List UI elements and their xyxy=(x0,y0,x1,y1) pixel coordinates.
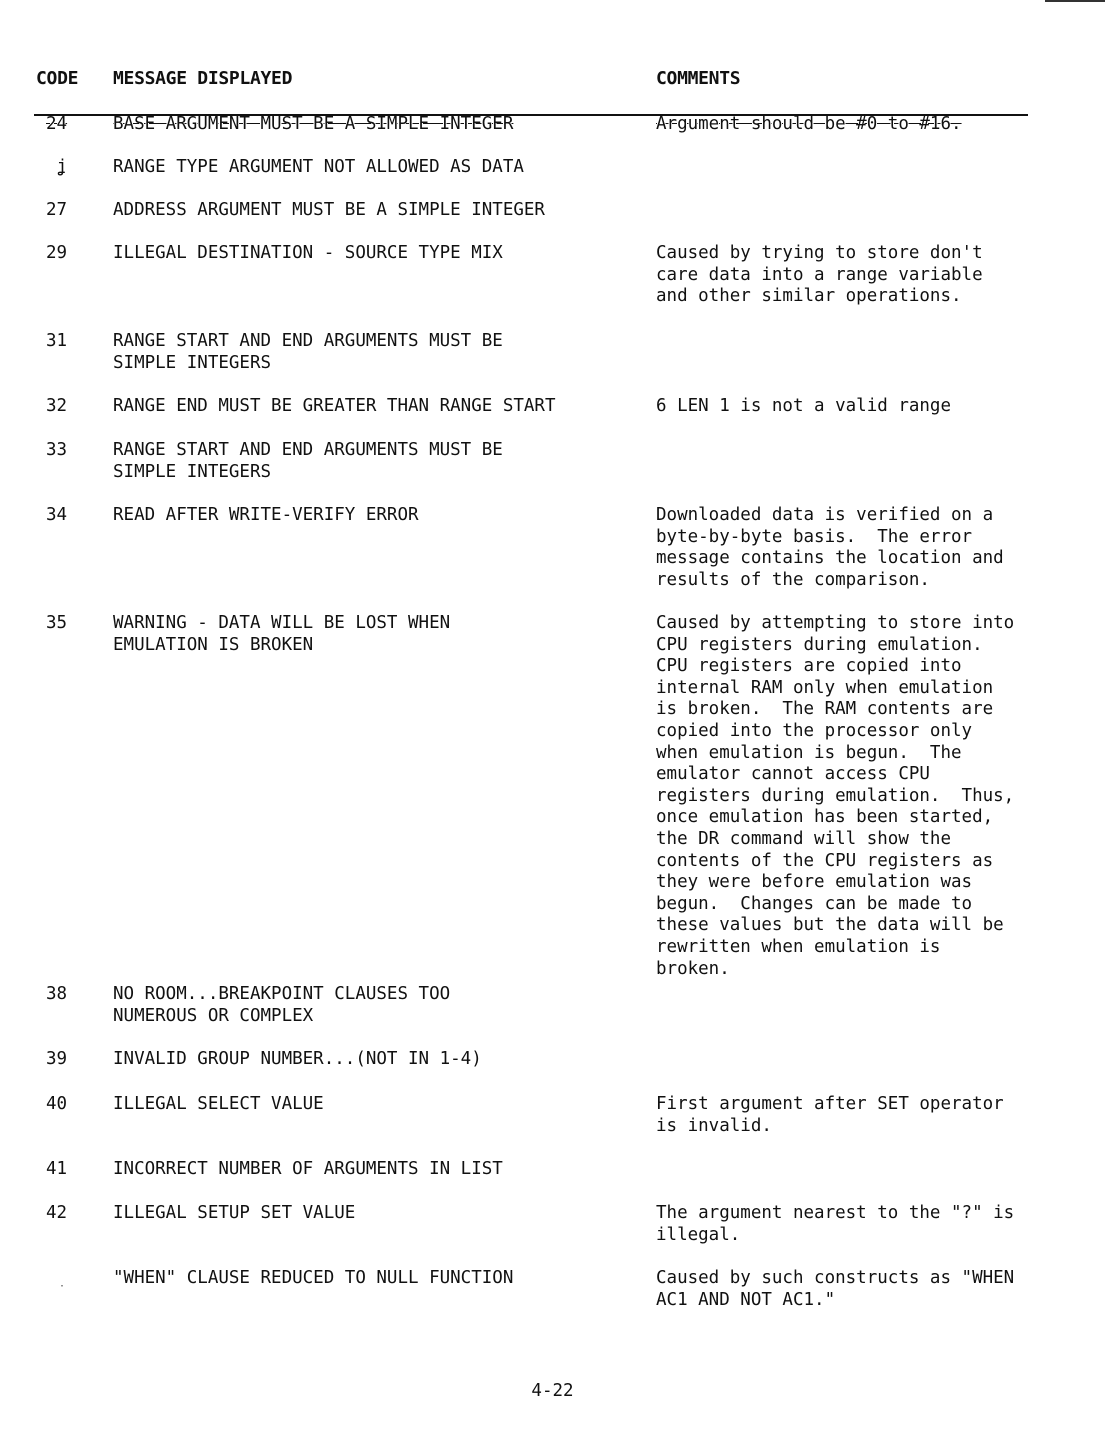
row-message: RANGE END MUST BE GREATER THAN RANGE START xyxy=(113,396,556,416)
row-message: NO ROOM...BREAKPOINT CLAUSES TOO NUMEROUS OR COMPLEX xyxy=(113,984,451,1026)
row-message: RANGE START AND END ARGUMENTS MUST BE SIMPLE INTEGERS xyxy=(113,331,503,373)
row-code: 32 xyxy=(46,396,68,416)
row-message: RANGE TYPE ARGUMENT NOT ALLOWED AS DATA xyxy=(113,157,524,177)
row-message: INCORRECT NUMBER OF ARGUMENTS IN LIST xyxy=(113,1159,503,1179)
row-comment: First argument after SET operator is invalid. xyxy=(656,1094,1004,1136)
row-message: "WHEN" CLAUSE REDUCED TO NULL FUNCTION xyxy=(113,1268,514,1288)
row-message: WARNING - DATA WILL BE LOST WHEN EMULATION IS BROKEN xyxy=(113,613,451,655)
row-comment: Caused by trying to store don't care data into a range variable and other similar operations. xyxy=(656,243,983,307)
row-code: 39 xyxy=(46,1049,68,1069)
row-comment: Argument should be #0 to #16. xyxy=(656,114,962,134)
header-message: MESSAGE DISPLAYED xyxy=(113,68,293,89)
row-code: 35 xyxy=(46,613,68,633)
row-message: ILLEGAL DESTINATION - SOURCE TYPE MIX xyxy=(113,243,503,263)
row-message: ILLEGAL SETUP SET VALUE xyxy=(113,1203,356,1223)
row-comment: 6 LEN 1 is not a valid range xyxy=(656,396,952,416)
row-code: 29 xyxy=(46,243,68,263)
row-code: 31 xyxy=(46,331,68,351)
row-code: 42 xyxy=(46,1203,68,1223)
row-comment: Caused by such constructs as "WHEN AC1 AND NOT AC1." xyxy=(656,1268,1015,1310)
row-message: ADDRESS ARGUMENT MUST BE A SIMPLE INTEGER xyxy=(113,200,545,220)
row-message: READ AFTER WRITE-VERIFY ERROR xyxy=(113,505,419,525)
row-comment: Caused by attempting to store into CPU registers during emulation. CPU registers are copied into internal RAM only when emulation is broken. The RAM contents are copied into the processor only when emulation is begun. The emulator cannot access CPU registers during emulation. Thus, once emulation has been started, the DR command will show the contents of the CPU registers as they were before emulation was begun. Changes can be made to these values but the data will be rewritten when emulation is broken. xyxy=(656,613,1015,979)
row-code: 38 xyxy=(46,984,68,1004)
row-message: ILLEGAL SELECT VALUE xyxy=(113,1094,324,1114)
row-code xyxy=(62,1268,102,1290)
row-comment: The argument nearest to the "?" is illegal. xyxy=(656,1203,1015,1245)
header-comments: COMMENTS xyxy=(656,68,741,89)
row-code: 40 xyxy=(46,1094,68,1114)
row-code: 27 xyxy=(46,200,68,220)
row-code: ʝ xyxy=(56,157,67,177)
edge-scan-mark xyxy=(1045,0,1105,2)
row-message: INVALID GROUP NUMBER...(NOT IN 1-4) xyxy=(113,1049,482,1069)
row-message: RANGE START AND END ARGUMENTS MUST BE SIMPLE INTEGERS xyxy=(113,440,503,482)
row-code: 24 xyxy=(46,114,68,134)
row-code: 41 xyxy=(46,1159,68,1179)
row-code: 34 xyxy=(46,505,68,525)
row-code: 33 xyxy=(46,440,68,460)
row-message: BASE ARGUMENT MUST BE A SIMPLE INTEGER xyxy=(113,114,514,134)
row-comment: Downloaded data is verified on a byte-by-byte basis. The error message contains the location and results of the comparison. xyxy=(656,505,1004,590)
header-code: CODE xyxy=(36,68,79,89)
page-number: 4-22 xyxy=(531,1381,574,1401)
